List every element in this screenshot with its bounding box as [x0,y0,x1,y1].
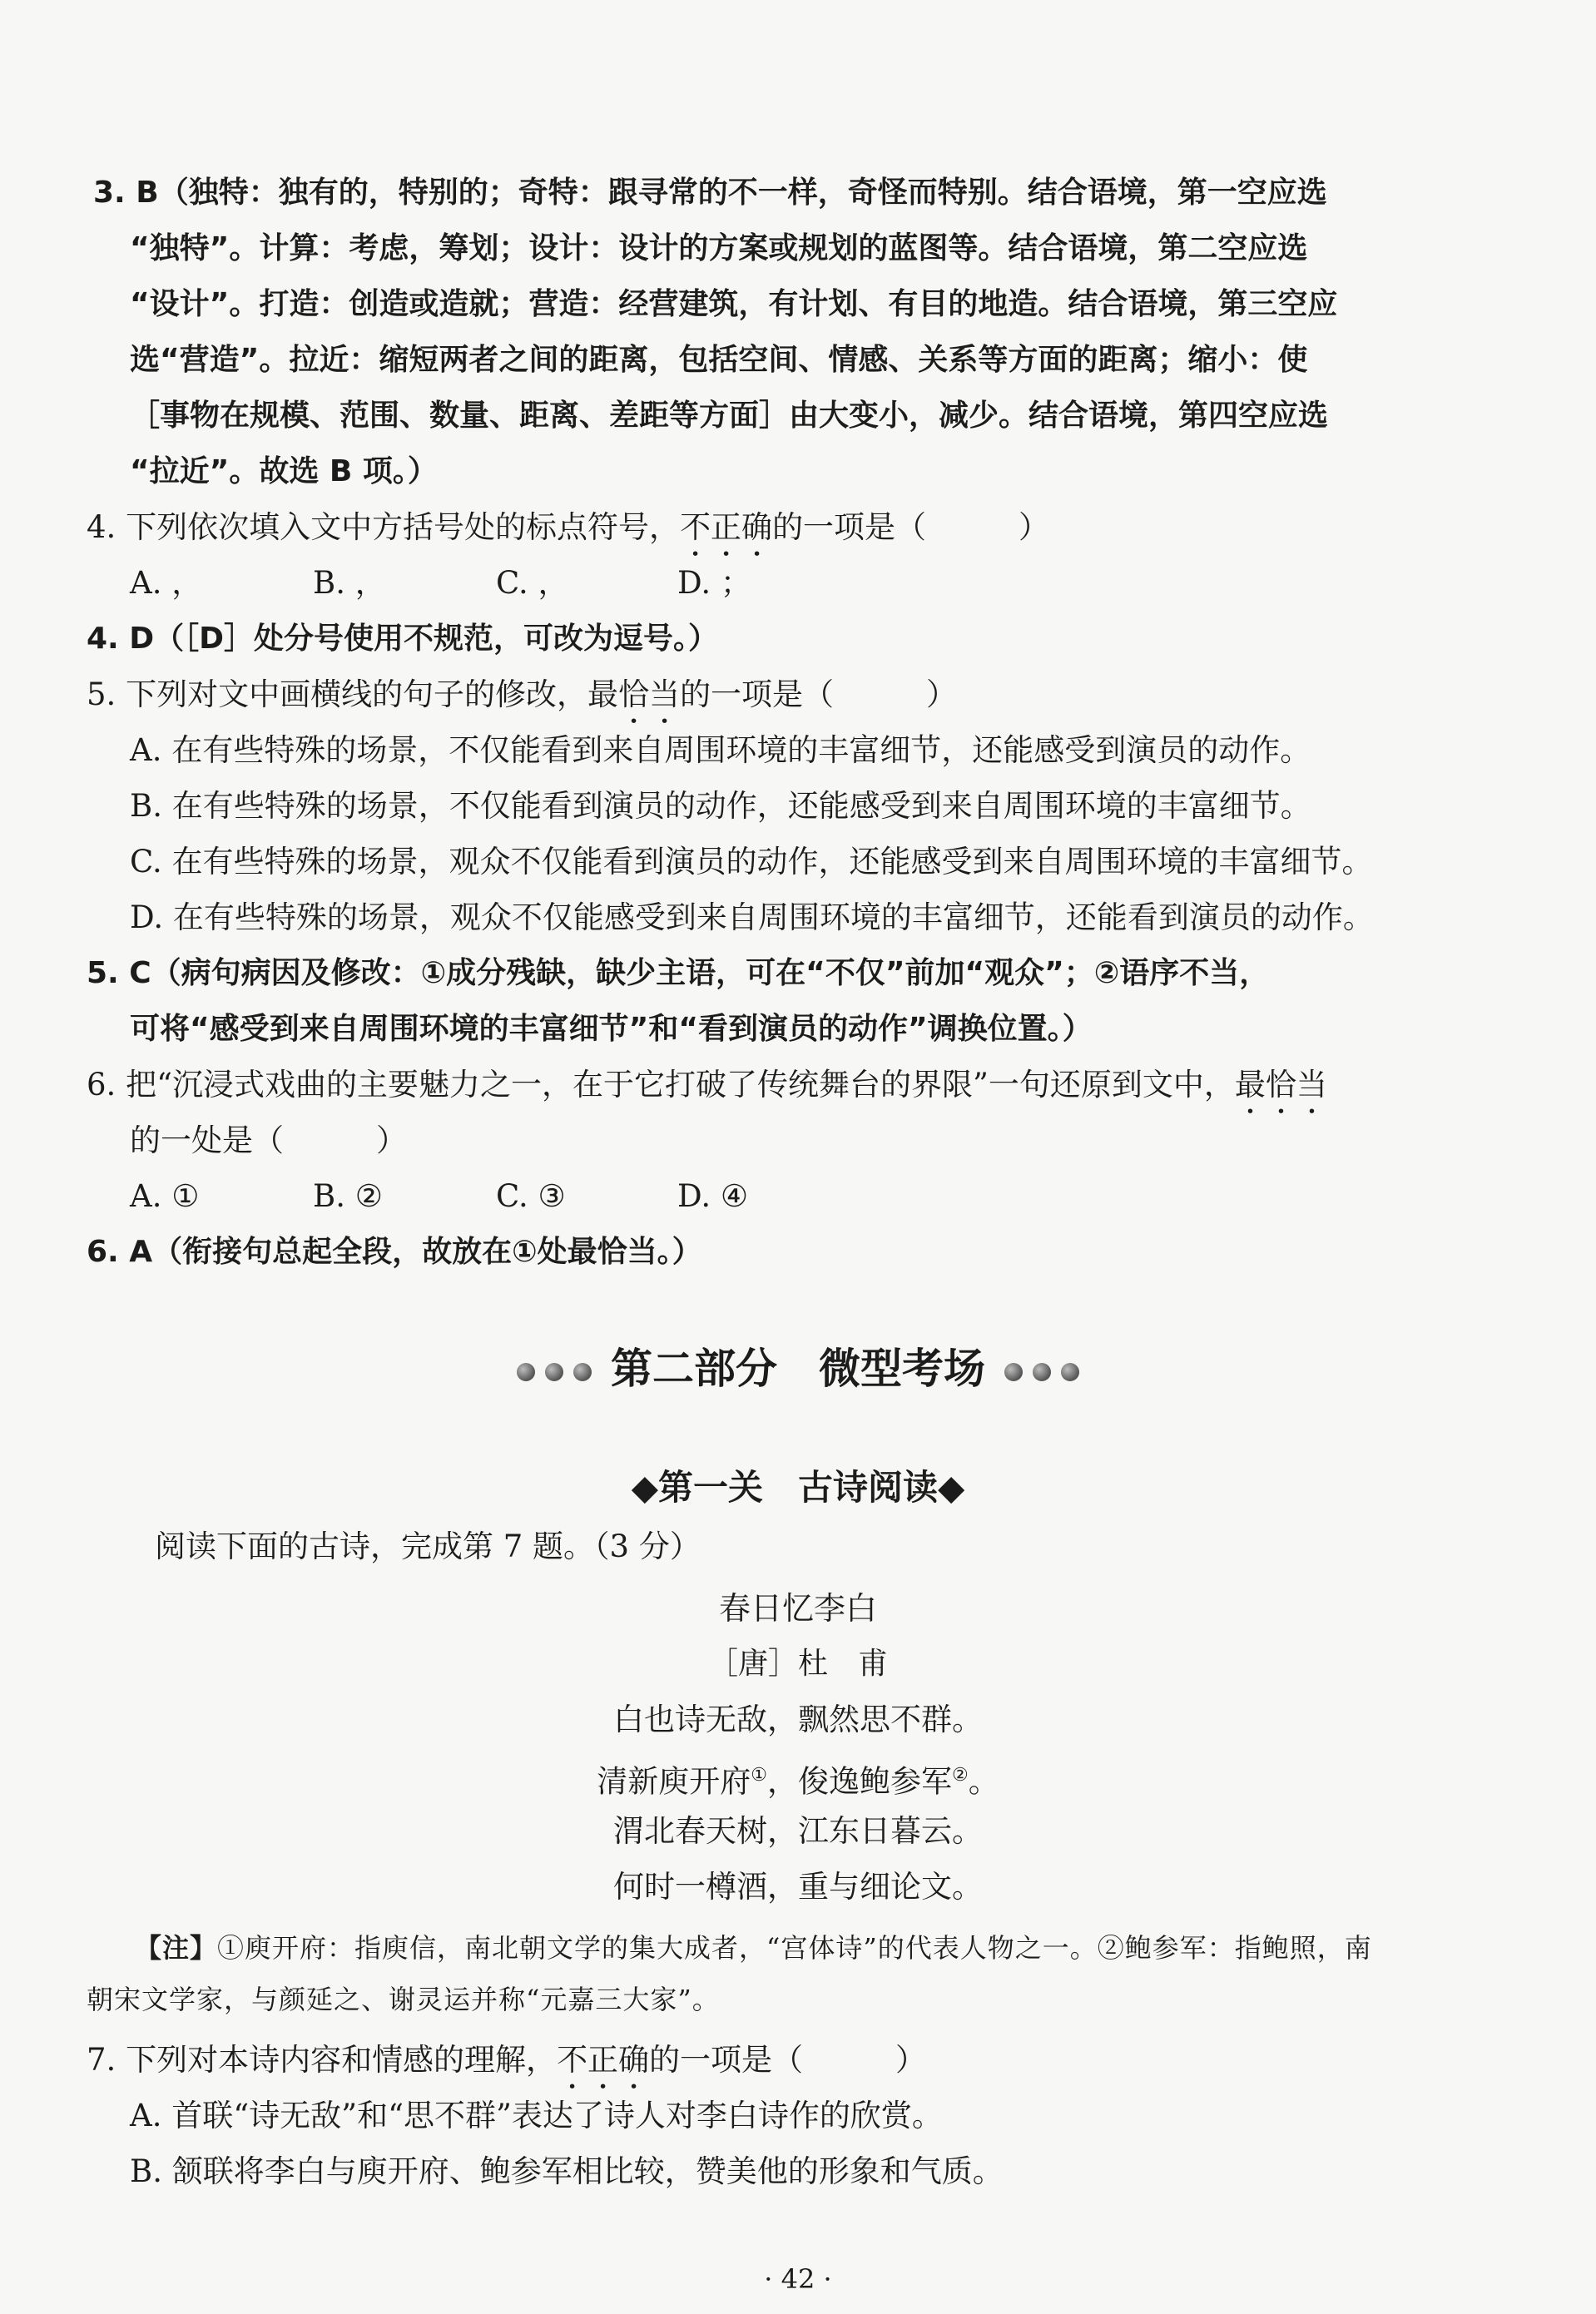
poem-line-2-part-b: ，俊逸鲍参军 [767,1763,952,1800]
q5-stem-emphasis: 恰当 [618,676,681,712]
q3-answer-line-6: “拉近”。故选 B 项。） [130,454,438,488]
q5-option-c: C. 在有些特殊的场景，观众不仅能看到演员的动作，还能感受到来自周围环境的丰富细节。 [130,844,1373,880]
poem-line-2 [0,1755,1596,1802]
q5-answer-line-2: 可将“感受到来自周围环境的丰富细节”和“看到演员的动作”调换位置。） [130,1012,1093,1046]
poem-line-2-part-c: 。 [968,1763,999,1800]
q4-answer: 4. D（［D］处分号使用不规范，可改为逗号。） [87,622,719,656]
bullet-dot-icon [573,1363,592,1381]
poem-line-2-part-a: 清新庾开府 [597,1763,751,1800]
q7-stem-text: 7. 下列对本诗内容和情感的理解， [87,2042,558,2078]
q6-option-b: B. ② [313,1178,383,1214]
poem-title: 春日忆李白 [718,1590,877,1627]
q6-option-d: D. ④ [677,1178,749,1214]
poem-line-4: 何时一樽酒，重与细论文。 [613,1869,983,1905]
section-title-text: 第二部分 微型考场 [611,1344,985,1393]
q5-stem-tail: 的一项是（ ） [680,676,958,712]
q4-option-d: D. ； [677,565,751,601]
footnote-marker-2: ② [952,1765,969,1786]
q5-option-d: D. 在有些特殊的场景，观众不仅能感受到来自周围环境的丰富细节，还能看到演员的动作。 [130,899,1374,935]
q7-stem-emphasis: 不正确 [557,2042,650,2078]
page-number: · 42 · [764,2263,832,2295]
q4-option-a: A. ， [130,565,203,601]
bullet-dot-icon [545,1363,563,1381]
section-title [0,1340,1596,1398]
q3-answer-line-3: “设计”。打造：创造或造就；营造：经营建筑，有计划、有目的地造。结合语境，第三空应 [130,287,1338,321]
q7-option-b: B. 颔联将李白与庾开府、鲍参军相比较，赞美他的形象和气质。 [130,2153,1004,2189]
q5-stem-text: 5. 下列对文中画横线的句子的修改，最 [87,676,619,712]
q5-answer-line-1: 5. C（病句病因及修改：①成分残缺，缺少主语，可在“不仅”前加“观众”；②语序不当， [87,956,1270,990]
q4-option-b: B. ， [313,565,386,601]
q6-answer: 6. A（衔接句总起全段，故放在①处最恰当。） [87,1235,702,1269]
q5-stem [87,675,957,731]
q6-option-a: A. ① [130,1178,200,1214]
poem-line-1: 白也诗无敌，飘然思不群。 [613,1702,983,1737]
q6-stem-text: 6. 把“沉浸式戏曲的主要魅力之一，在于它打破了传统舞台的界限”一句还原到文中， [87,1067,1235,1102]
note-line-2: 朝宋文学家，与颜延之、谢灵运并称“元嘉三大家”。 [87,1984,720,2015]
level-title: ◆第一关 古诗阅读◆ [631,1467,965,1508]
q3-answer-line-4: 选“营造”。拉近：缩短两者之间的距离，包括空间、情感、关系等方面的距离；缩小：使 [130,343,1308,377]
q4-stem-tail: 的一项是（ ） [772,509,1050,545]
poem-line-3: 渭北春天树，江东日暮云。 [613,1813,983,1849]
bullet-dot-icon [1033,1363,1051,1381]
q5-option-a: A. 在有些特殊的场景，不仅能看到来自周围环境的丰富细节，还能感受到演员的动作。 [130,732,1311,768]
q6-stem-line-2: 的一处是（ ） [130,1122,407,1158]
q4-option-c: C. ， [496,565,569,601]
footnote-marker-1: ① [751,1765,767,1786]
q6-stem-line-1 [87,1065,1327,1121]
q6-stem-emphasis: 最恰当 [1234,1067,1327,1102]
poem-author: ［唐］杜 甫 [707,1647,888,1681]
q3-answer-line-1: 3. B（独特：独有的，特别的；奇特：跟寻常的不一样，奇怪而特别。结合语境，第一空应选 [93,176,1327,210]
q3-answer-line-5: ［事物在规模、范围、数量、距离、差距等方面］由大变小，减少。结合语境，第四空应选 [130,399,1329,433]
instruction: 阅读下面的古诗，完成第 7 题。（3 分） [155,1529,701,1564]
q6-option-c: C. ③ [496,1178,566,1214]
q5-option-b: B. 在有些特殊的场景，不仅能看到演员的动作，还能感受到来自周围环境的丰富细节。 [130,788,1311,824]
q7-stem [87,2040,926,2096]
q4-stem [87,508,1049,563]
note-line-1-text: ①庾开府：指庾信，南北朝文学的集大成者，“宫体诗”的代表人物之一。②鲍参军：指鲍照，南 [217,1932,1372,1964]
q3-answer-line-2: “独特”。计算：考虑，筹划；设计：设计的方案或规划的蓝图等。结合语境，第二空应选 [130,231,1308,265]
note-line-1 [135,1929,1372,1967]
q4-stem-emphasis: 不正确 [680,509,773,545]
q7-stem-tail: 的一项是（ ） [649,2042,927,2078]
note-tag: 【注】 [135,1932,218,1964]
bullet-dot-icon [1004,1363,1023,1381]
q7-option-a: A. 首联“诗无敌”和“思不群”表达了诗人对李白诗作的欣赏。 [130,2098,943,2133]
q4-stem-text: 4. 下列依次填入文中方括号处的标点符号， [87,509,681,545]
bullet-dot-icon [517,1363,535,1381]
bullet-dot-icon [1061,1363,1079,1381]
